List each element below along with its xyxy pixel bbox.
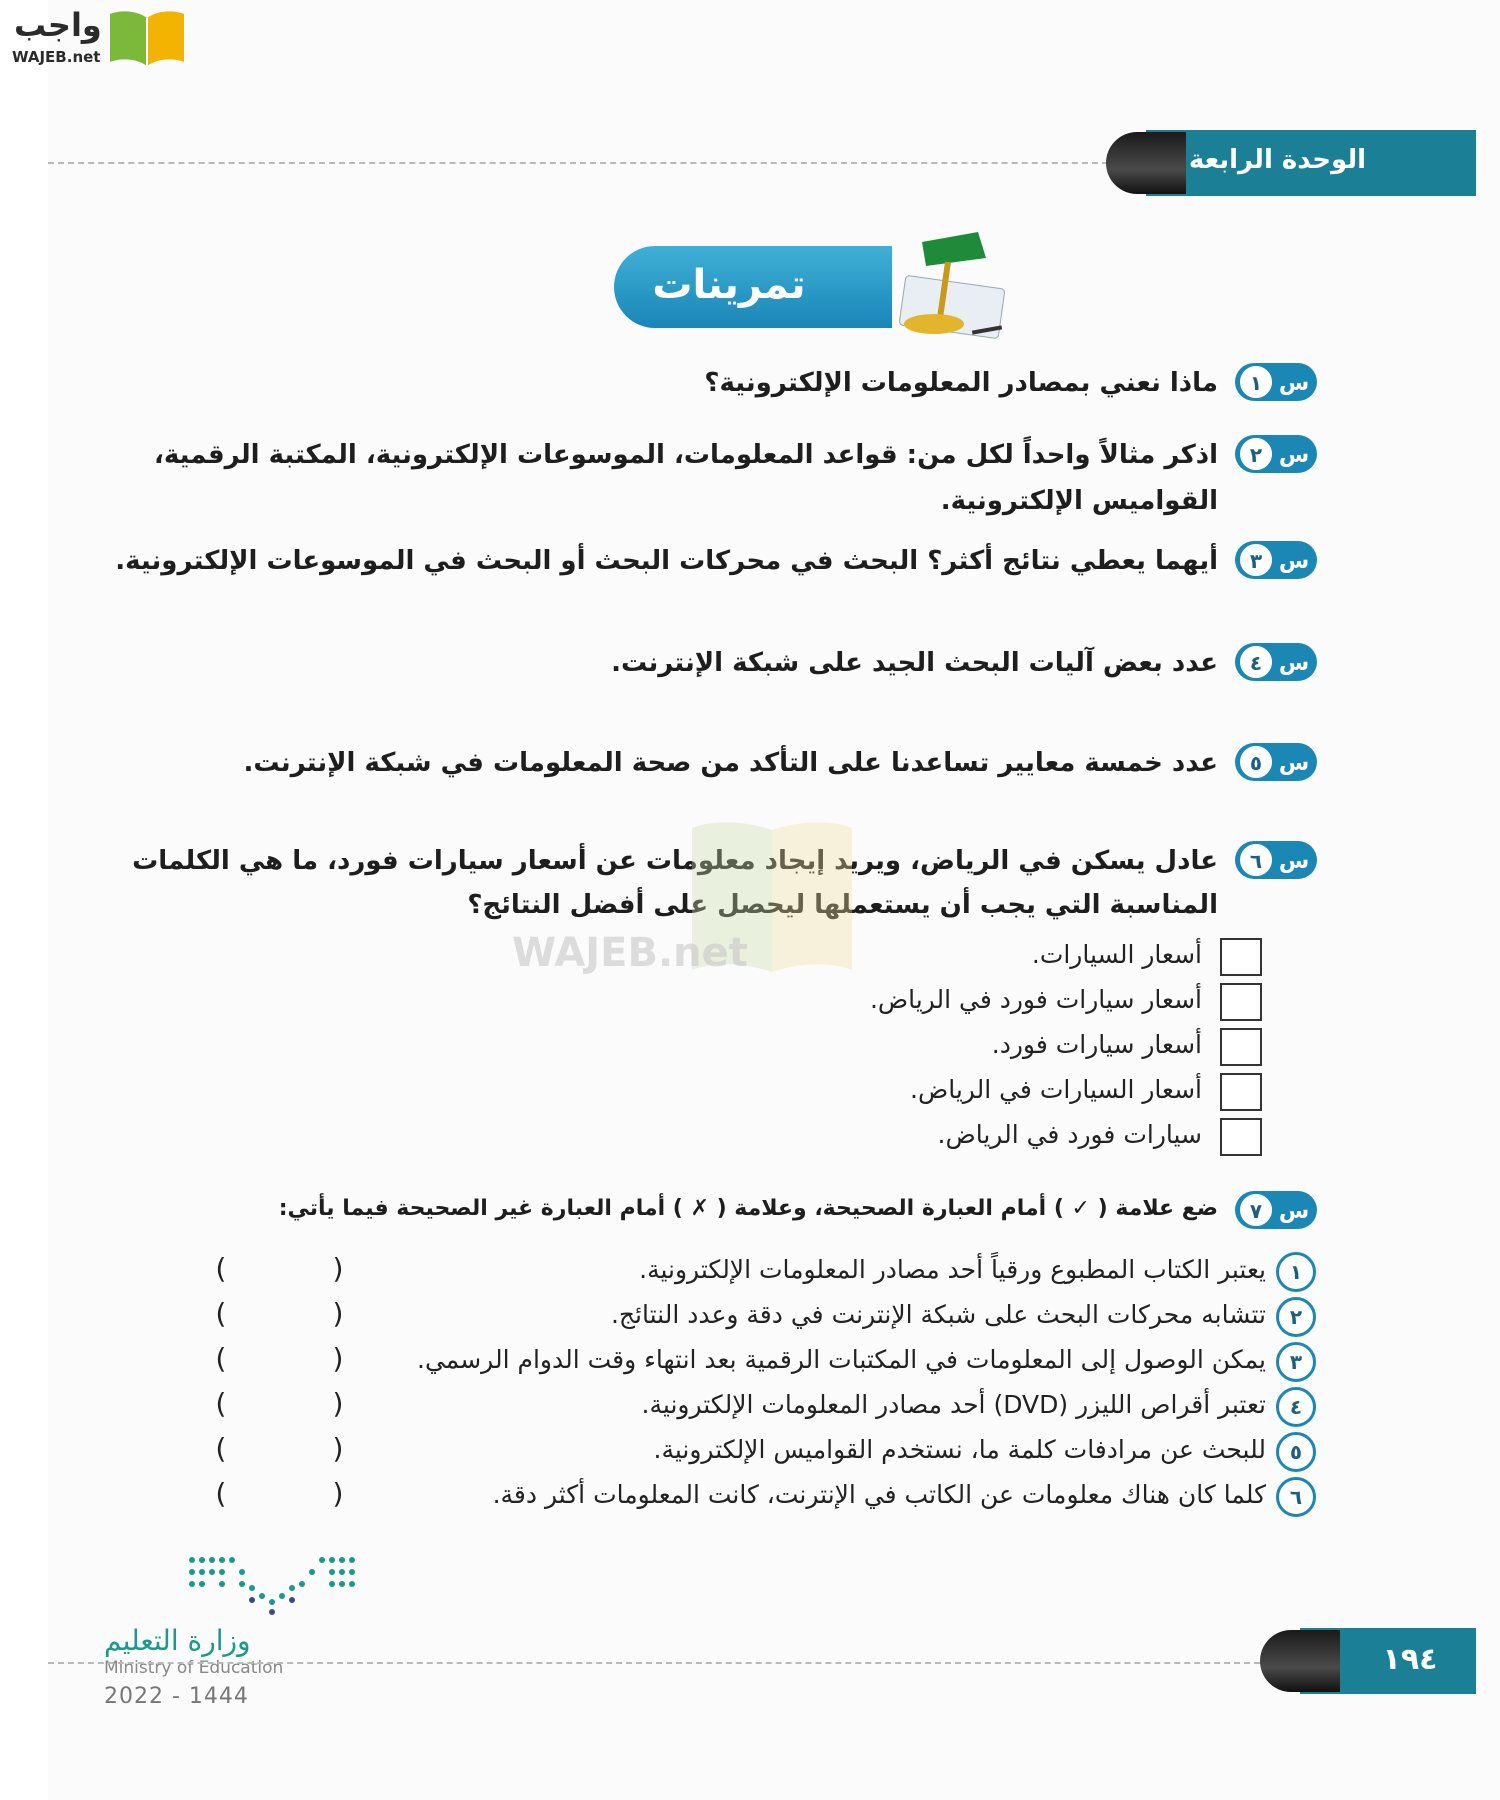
- statement-number: ٥: [1276, 1432, 1316, 1472]
- unit-title: الوحدة الرابعة: [1188, 145, 1366, 175]
- statement-text: للبحث عن مرادفات كلمة ما، نستخدم القواميس الإلكترونية.: [653, 1435, 1266, 1464]
- question-3-text: أيهما يعطي نتائج أكثر؟ البحث في محركات البحث أو البحث في الموسوعات الإلكترونية.: [115, 546, 1218, 576]
- wajeb-logo[interactable]: [8, 6, 188, 70]
- answer-blank[interactable]: ( ): [212, 1297, 347, 1330]
- answer-blank[interactable]: ( ): [212, 1477, 347, 1510]
- svg-text:٣: ٣: [1249, 549, 1263, 573]
- svg-text:٤: ٤: [1249, 651, 1263, 675]
- question-1-text: ماذا نعني بمصادر المعلومات الإلكترونية؟: [704, 368, 1218, 398]
- page-number-cap: [1260, 1630, 1340, 1692]
- statement-row: [416, 1477, 1316, 1519]
- answer-blank[interactable]: ( ): [212, 1342, 347, 1375]
- question-5-text: عدد خمسة معايير تساعدنا على التأكد من صحة المعلومات في شبكة الإنترنت.: [243, 748, 1218, 778]
- statement-number: ٦: [1276, 1477, 1316, 1517]
- page-number: ١٩٤: [1382, 1642, 1438, 1677]
- logo-arabic: واجب: [14, 6, 102, 44]
- svg-text:س: س: [1278, 549, 1310, 574]
- question-badge-2: [1234, 434, 1318, 474]
- svg-text:س: س: [1278, 443, 1310, 468]
- unit-header-tab: [1106, 130, 1476, 196]
- statement-row: [516, 1387, 1316, 1429]
- option-label: سيارات فورد في الرياض.: [937, 1120, 1202, 1149]
- svg-text:٥: ٥: [1249, 751, 1263, 775]
- watermark-text: WAJEB.net: [512, 930, 748, 976]
- statement-row: [516, 1252, 1316, 1294]
- statement-text: تعتبر أقراص الليزر (DVD) أحد مصادر المعلومات الإلكترونية.: [641, 1390, 1266, 1419]
- option-label: أسعار سيارات فورد.: [991, 1030, 1202, 1059]
- option-checkbox[interactable]: [1220, 1028, 1262, 1066]
- option-checkbox[interactable]: [1220, 938, 1262, 976]
- svg-text:٢: ٢: [1249, 443, 1263, 467]
- svg-text:س: س: [1278, 751, 1310, 776]
- option-item[interactable]: [762, 938, 1262, 978]
- option-item[interactable]: [762, 1118, 1262, 1158]
- svg-text:١: ١: [1249, 371, 1263, 395]
- unit-cap: [1106, 132, 1186, 194]
- question-badge-3: [1234, 540, 1318, 580]
- question-badge-6: [1234, 840, 1318, 880]
- option-checkbox[interactable]: [1220, 983, 1262, 1021]
- question-2-line-2: القواميس الإلكترونية.: [940, 486, 1218, 516]
- book-icon: [106, 6, 188, 68]
- question-6-line-2: المناسبة التي يجب أن يستعملها ليحصل على أفضل النتائج؟: [467, 890, 1218, 920]
- logo-english: WAJEB.net: [12, 48, 101, 66]
- desk-lamp-icon: [882, 232, 1008, 342]
- option-item[interactable]: [762, 983, 1262, 1023]
- statement-text: يمكن الوصول إلى المعلومات في المكتبات الرقمية بعد انتهاء وقت الدوام الرسمي.: [417, 1345, 1266, 1374]
- option-checkbox[interactable]: [1220, 1073, 1262, 1111]
- answer-blank[interactable]: ( ): [212, 1252, 347, 1285]
- question-badge-4: [1234, 642, 1318, 682]
- header-divider: [48, 162, 1108, 164]
- academic-year: 2022 - 1444: [104, 1684, 249, 1709]
- option-item[interactable]: [762, 1028, 1262, 1068]
- statement-number: ٢: [1276, 1297, 1316, 1337]
- option-label: أسعار السيارات في الرياض.: [910, 1075, 1202, 1104]
- exercises-title: تمرينات: [652, 262, 806, 308]
- statement-number: ٤: [1276, 1387, 1316, 1427]
- answer-blank[interactable]: ( ): [212, 1387, 347, 1420]
- svg-text:س: س: [1278, 651, 1310, 676]
- statement-number: ٣: [1276, 1342, 1316, 1382]
- exercises-title-badge: [614, 246, 892, 328]
- ministry-name-arabic: وزارة التعليم: [104, 1624, 251, 1657]
- question-4-text: عدد بعض آليات البحث الجيد على شبكة الإنترنت.: [611, 648, 1218, 678]
- option-label: أسعار السيارات.: [1031, 940, 1202, 969]
- option-label: أسعار سيارات فورد في الرياض.: [869, 985, 1202, 1014]
- svg-text:٦: ٦: [1249, 849, 1263, 873]
- question-6-line-1: عادل يسكن في الرياض، ويريد إيجاد معلومات عن أسعار سيارات فورد، ما هي الكلمات: [132, 846, 1218, 876]
- statement-row: [516, 1297, 1316, 1339]
- statement-text: يعتبر الكتاب المطبوع ورقياً أحد مصادر المعلومات الإلكترونية.: [639, 1255, 1266, 1284]
- option-checkbox[interactable]: [1220, 1118, 1262, 1156]
- question-7-text: ضع علامة ( ✓ ) أمام العبارة الصحيحة، وعلامة ( ✗ ) أمام العبارة غير الصحيحة فيما يأتي:: [278, 1196, 1218, 1221]
- statement-row: [416, 1342, 1316, 1384]
- question-2-line-1: اذكر مثالاً واحداً لكل من: قواعد المعلومات، الموسوعات الإلكترونية، المكتبة الرقمية،: [153, 440, 1218, 470]
- question-badge-7: [1234, 1190, 1318, 1230]
- statement-number: ١: [1276, 1252, 1316, 1292]
- svg-text:س: س: [1278, 371, 1310, 396]
- footer-divider: [48, 1662, 1260, 1664]
- statement-row: [516, 1432, 1316, 1474]
- page-number-tab: [1260, 1628, 1476, 1694]
- ministry-name-english: Ministry of Education: [104, 1658, 284, 1678]
- svg-text:س: س: [1278, 1199, 1310, 1224]
- question-badge-1: [1234, 362, 1318, 402]
- ministry-logo-icon: [186, 1552, 366, 1622]
- answer-blank[interactable]: ( ): [212, 1432, 347, 1465]
- statement-text: كلما كان هناك معلومات عن الكاتب في الإنترنت، كانت المعلومات أكثر دقة.: [492, 1480, 1266, 1509]
- option-item[interactable]: [762, 1073, 1262, 1113]
- svg-text:٧: ٧: [1249, 1199, 1263, 1223]
- svg-text:س: س: [1278, 849, 1310, 874]
- question-badge-5: [1234, 742, 1318, 782]
- statement-text: تتشابه محركات البحث على شبكة الإنترنت في دقة وعدد النتائج.: [610, 1300, 1266, 1329]
